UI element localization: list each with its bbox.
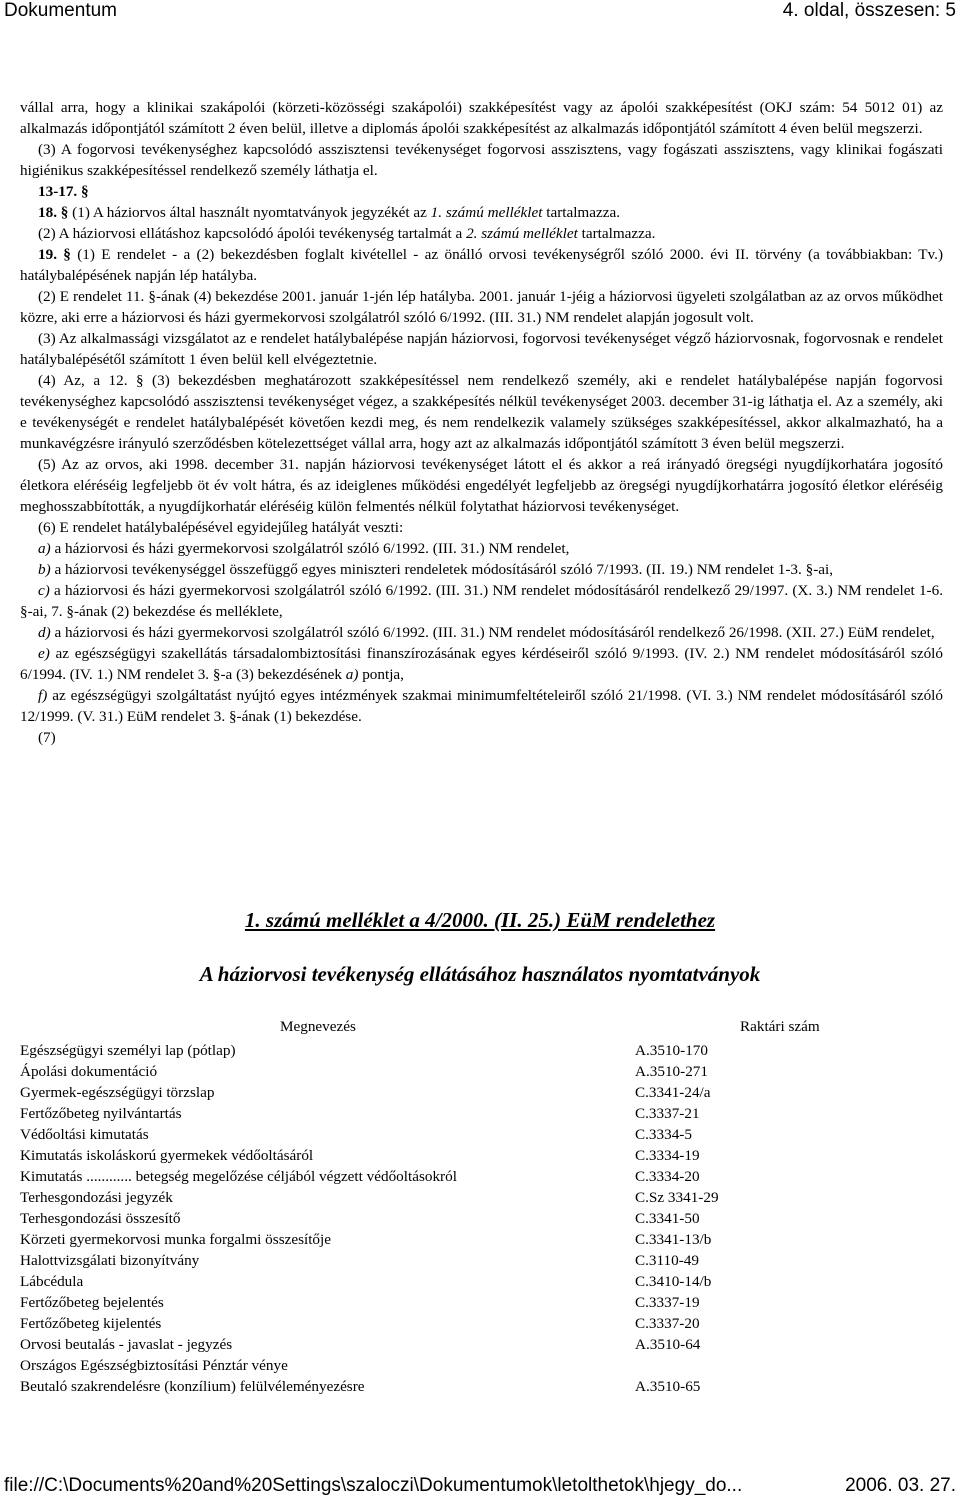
form-name: Terhesgondozási jegyzék: [20, 1189, 173, 1206]
footer-path: file://C:\Documents%20and%20Settings\szaloczi\Dokumentumok\letolthetok\hjegy_do...: [4, 1475, 743, 1496]
annex-subtitle: A háziorvosi tevékenység ellátásához használatos nyomtatványok: [199, 962, 761, 986]
text-run: (5) Az az orvos, aki 1998. december 31. napján háziorvosi tevékenységet látott el és akkor a reá irányadó öregségi nyugdíjkorhatára jogosító életkora eléréséig legfeljebb öt év volt hátra, és az ideiglenes működési engedélyét legfeljebb az öregségi nyugdíjkorhatárra jogosító életkor eléréséig meghosszabbították, a nyugdíjkorhatár eléréséig külön felmentés nélkül folytathat háziorvosi tevékenységet.: [20, 456, 943, 515]
form-name: Orvosi beutalás - javaslat - jegyzés: [20, 1336, 233, 1353]
table-row: [20, 1355, 920, 1376]
paragraph: [20, 622, 943, 643]
page-header: [0, 0, 960, 24]
form-name: Fertőzőbeteg kijelentés: [20, 1315, 162, 1332]
text-run: 13-17. §: [38, 183, 89, 200]
form-name: Körzeti gyermekorvosi munka forgalmi összesítője: [20, 1231, 331, 1248]
text-run: (1) A háziorvos által használt nyomtatványok jegyzékét az: [72, 204, 431, 221]
paragraph: [20, 580, 943, 622]
paragraph: [20, 538, 943, 559]
form-name: Halottvizsgálati bizonyítvány: [20, 1252, 200, 1269]
text-run: a háziorvosi és házi gyermekorvosi szolgálatról szóló 6/1992. (III. 31.) NM rendelet módosításáról rendelkező 26/1998. (XII. 27.) EüM rendelet,: [50, 624, 935, 641]
paragraph: [20, 517, 943, 538]
form-code: C.3334-5: [635, 1126, 692, 1143]
form-code: C.3334-20: [635, 1168, 700, 1185]
page-footer: [0, 1475, 960, 1499]
form-code: C.3341-13/b: [635, 1231, 712, 1248]
table-row: [20, 1229, 920, 1250]
form-code: A.3510-170: [635, 1042, 708, 1059]
form-name: Egészségügyi személyi lap (pótlap): [20, 1042, 236, 1059]
form-name: Védőoltási kimutatás: [20, 1126, 149, 1143]
table-row: [20, 1187, 920, 1208]
text-run: tartalmazza.: [542, 204, 621, 221]
text-run: (7): [38, 729, 56, 746]
text-run: a): [345, 666, 359, 683]
header-page-info: 4. oldal, összesen: 5: [782, 0, 956, 21]
form-code: C.3337-21: [635, 1105, 700, 1122]
paragraph: [20, 727, 943, 748]
form-code: C.3337-19: [635, 1294, 700, 1311]
paragraph: [20, 685, 943, 727]
paragraph: [20, 328, 943, 370]
col-header-name: Megnevezés: [280, 1018, 356, 1035]
form-name: Lábcédula: [20, 1273, 84, 1290]
form-code: C.3334-19: [635, 1147, 700, 1164]
text-run: az egészségügyi szolgáltatást nyújtó egyes intézmények szakmai minimumfeltételeiről szóló 21/1998. (VI. 3.) NM rendelet módosításáról szóló 12/1999. (V. 31.) EüM rendelet 3. §-ának (1) bekezdése.: [20, 687, 943, 725]
text-run: 19. §: [38, 246, 78, 263]
form-name: Ápolási dokumentáció: [20, 1063, 158, 1080]
text-run: e): [38, 645, 50, 662]
text-run: (3) Az alkalmassági vizsgálatot az e rendelet hatálybalépése napján háziorvosi, fogorvosi tevékenységet végző háziorvosnak, fogorvosnak e rendelet hatálybalépésétől számított 1 éven belül kell elvégeztetnie.: [20, 330, 943, 368]
table-row: [20, 1208, 920, 1229]
text-run: (3) A fogorvosi tevékenységhez kapcsolódó asszisztensi tevékenységet fogorvosi asszisztens, vagy fogászati asszisztens, vagy klinikai fogászati higiénikus szakképesítéssel rendelkező személy láthatja el.: [20, 141, 943, 179]
paragraph: [20, 643, 943, 685]
form-code: A.3510-65: [635, 1378, 701, 1395]
forms-table: [20, 1016, 920, 1397]
form-name: Kimutatás ............ betegség megelőzése céljából végzett védőoltásokról: [20, 1168, 457, 1185]
paragraph: [20, 286, 943, 328]
text-run: d): [38, 624, 51, 641]
form-code: C.3110-49: [635, 1252, 699, 1269]
col-header-code: Raktári szám: [740, 1018, 820, 1035]
form-code: C.Sz 3341-29: [635, 1189, 719, 1206]
text-run: az egészségügyi szakellátás társadalombiztosítási finanszírozásának egyes kérdéseiről szóló 9/1993. (IV. 2.) NM rendelet módosításáról szóló 6/1994. (IV. 1.) NM rendelet 3. §-a (3) bekezdésének: [20, 645, 943, 683]
paragraph: [20, 181, 943, 202]
form-name: Országos Egészségbiztosítási Pénztár vénye: [20, 1357, 288, 1374]
form-name: Fertőzőbeteg nyilvántartás: [20, 1105, 182, 1122]
form-name: Gyermek-egészségügyi törzslap: [20, 1084, 215, 1101]
form-code: C.3341-24/a: [635, 1084, 711, 1101]
text-run: (1) E rendelet - a (2) bekezdésben foglalt kivétellel - az önálló orvosi tevékenységről szóló 2000. évi II. törvény (a továbbiakban: Tv.) hatálybalépésének napján lép hatályba.: [20, 246, 943, 284]
table-row: [20, 1103, 920, 1124]
header-title: Dokumentum: [4, 0, 117, 21]
form-name: Kimutatás iskoláskorú gyermekek védőoltásáról: [20, 1147, 314, 1164]
text-run: (2) A háziorvosi ellátáshoz kapcsolódó ápolói tevékenység tartalmát a: [38, 225, 467, 242]
table-row: [20, 1271, 920, 1292]
text-run: a háziorvosi és házi gyermekorvosi szolgálatról szóló 6/1992. (III. 31.) NM rendelet módosításáról rendelkező 29/1997. (X. 3.) NM rendelet 1-6. §-ai, 7. §-ának (2) bekezdése és melléklete,: [20, 582, 943, 620]
table-row: [20, 1124, 920, 1145]
table-header: [20, 1016, 920, 1040]
document-body: [20, 97, 943, 748]
form-code: C.3337-20: [635, 1315, 700, 1332]
text-run: (4) Az, a 12. § (3) bekezdésben meghatározott szakképesítéssel nem rendelkező személy, aki e rendelet hatálybalépése napján fogorvosi tevékenységhez kapcsolódó asszisztensi tevékenységet végez, a szakképesítés nélkül tevékenységet 2003. december 31-ig láthatja el. Az a személy, aki e tevékenységét e rendelet hatálybalépését követően kezdi meg, és nem rendelkezik valamely szükséges szakképesítéssel, akkor alkalmazható, ha a munkavégzésre irányuló szerződésben kötelezettséget vállal arra, hogy azt az alkalmazás időpontjától számított 3 éven belül megszerzi.: [20, 372, 943, 452]
table-row: [20, 1313, 920, 1334]
text-run: pontja,: [358, 666, 404, 683]
table-row: [20, 1250, 920, 1271]
text-run: 2. számú melléklet: [466, 225, 578, 242]
text-run: f): [38, 687, 48, 704]
table-row: [20, 1166, 920, 1187]
form-code: A.3510-271: [635, 1063, 708, 1080]
text-run: (6) E rendelet hatálybalépésével egyidejűleg hatályát veszti:: [38, 519, 404, 536]
table-row: [20, 1145, 920, 1166]
form-name: Beutaló szakrendelésre (konzílium) felülvéleményezésre: [20, 1378, 365, 1395]
footer-date: 2006. 03. 27.: [845, 1475, 956, 1496]
paragraph: [20, 223, 943, 244]
text-run: b): [38, 561, 51, 578]
table-row: [20, 1040, 920, 1061]
form-code: C.3341-50: [635, 1210, 700, 1227]
form-code: A.3510-64: [635, 1336, 701, 1353]
text-run: a): [38, 540, 51, 557]
table-body: [20, 1040, 920, 1397]
paragraph: [20, 139, 943, 181]
paragraph: [20, 202, 943, 223]
paragraph: [20, 370, 943, 454]
table-row: [20, 1334, 920, 1355]
table-row: [20, 1376, 920, 1397]
text-run: (2) E rendelet 11. §-ának (4) bekezdése 2001. január 1-jén lép hatályba. 2001. január 1-jéig a háziorvosi ügyeleti szolgálatban az az orvos működhet közre, aki erre a háziorvosi és házi gyermekorvosi szolgálatról szóló 6/1992. (III. 31.) NM rendelet alapján jogosult volt.: [20, 288, 943, 326]
text-run: a háziorvosi és házi gyermekorvosi szolgálatról szóló 6/1992. (III. 31.) NM rendelet,: [50, 540, 570, 557]
annex-title: 1. számú melléklet a 4/2000. (II. 25.) EüM rendelethez: [244, 908, 716, 932]
text-run: c): [38, 582, 50, 599]
paragraph: [20, 454, 943, 517]
paragraph: [20, 244, 943, 286]
form-name: Fertőzőbeteg bejelentés: [20, 1294, 164, 1311]
text-run: a háziorvosi tevékenységgel összefüggő egyes miniszteri rendeletek módosításáról szóló 7/1993. (II. 19.) NM rendelet 1-3. §-ai,: [50, 561, 834, 578]
table-row: [20, 1082, 920, 1103]
table-row: [20, 1292, 920, 1313]
form-code: C.3410-14/b: [635, 1273, 712, 1290]
text-run: 18. §: [38, 204, 73, 221]
text-run: 1. számú melléklet: [430, 204, 543, 221]
paragraph: [20, 97, 943, 139]
text-run: vállal arra, hogy a klinikai szakápolói (körzeti-közösségi szakápolói) szakképesítést vagy az ápolói szakképesítést (OKJ szám: 54 5012 01) az alkalmazás időpontjától számított 2 éven belül, illetve a diplomás ápolói szakképesítést az alkalmazás időpontjától számított 4 éven belül megszerzi.: [20, 99, 943, 137]
form-name: Terhesgondozási összesítő: [20, 1210, 181, 1227]
table-row: [20, 1061, 920, 1082]
paragraph: [20, 559, 943, 580]
text-run: tartalmazza.: [577, 225, 656, 242]
